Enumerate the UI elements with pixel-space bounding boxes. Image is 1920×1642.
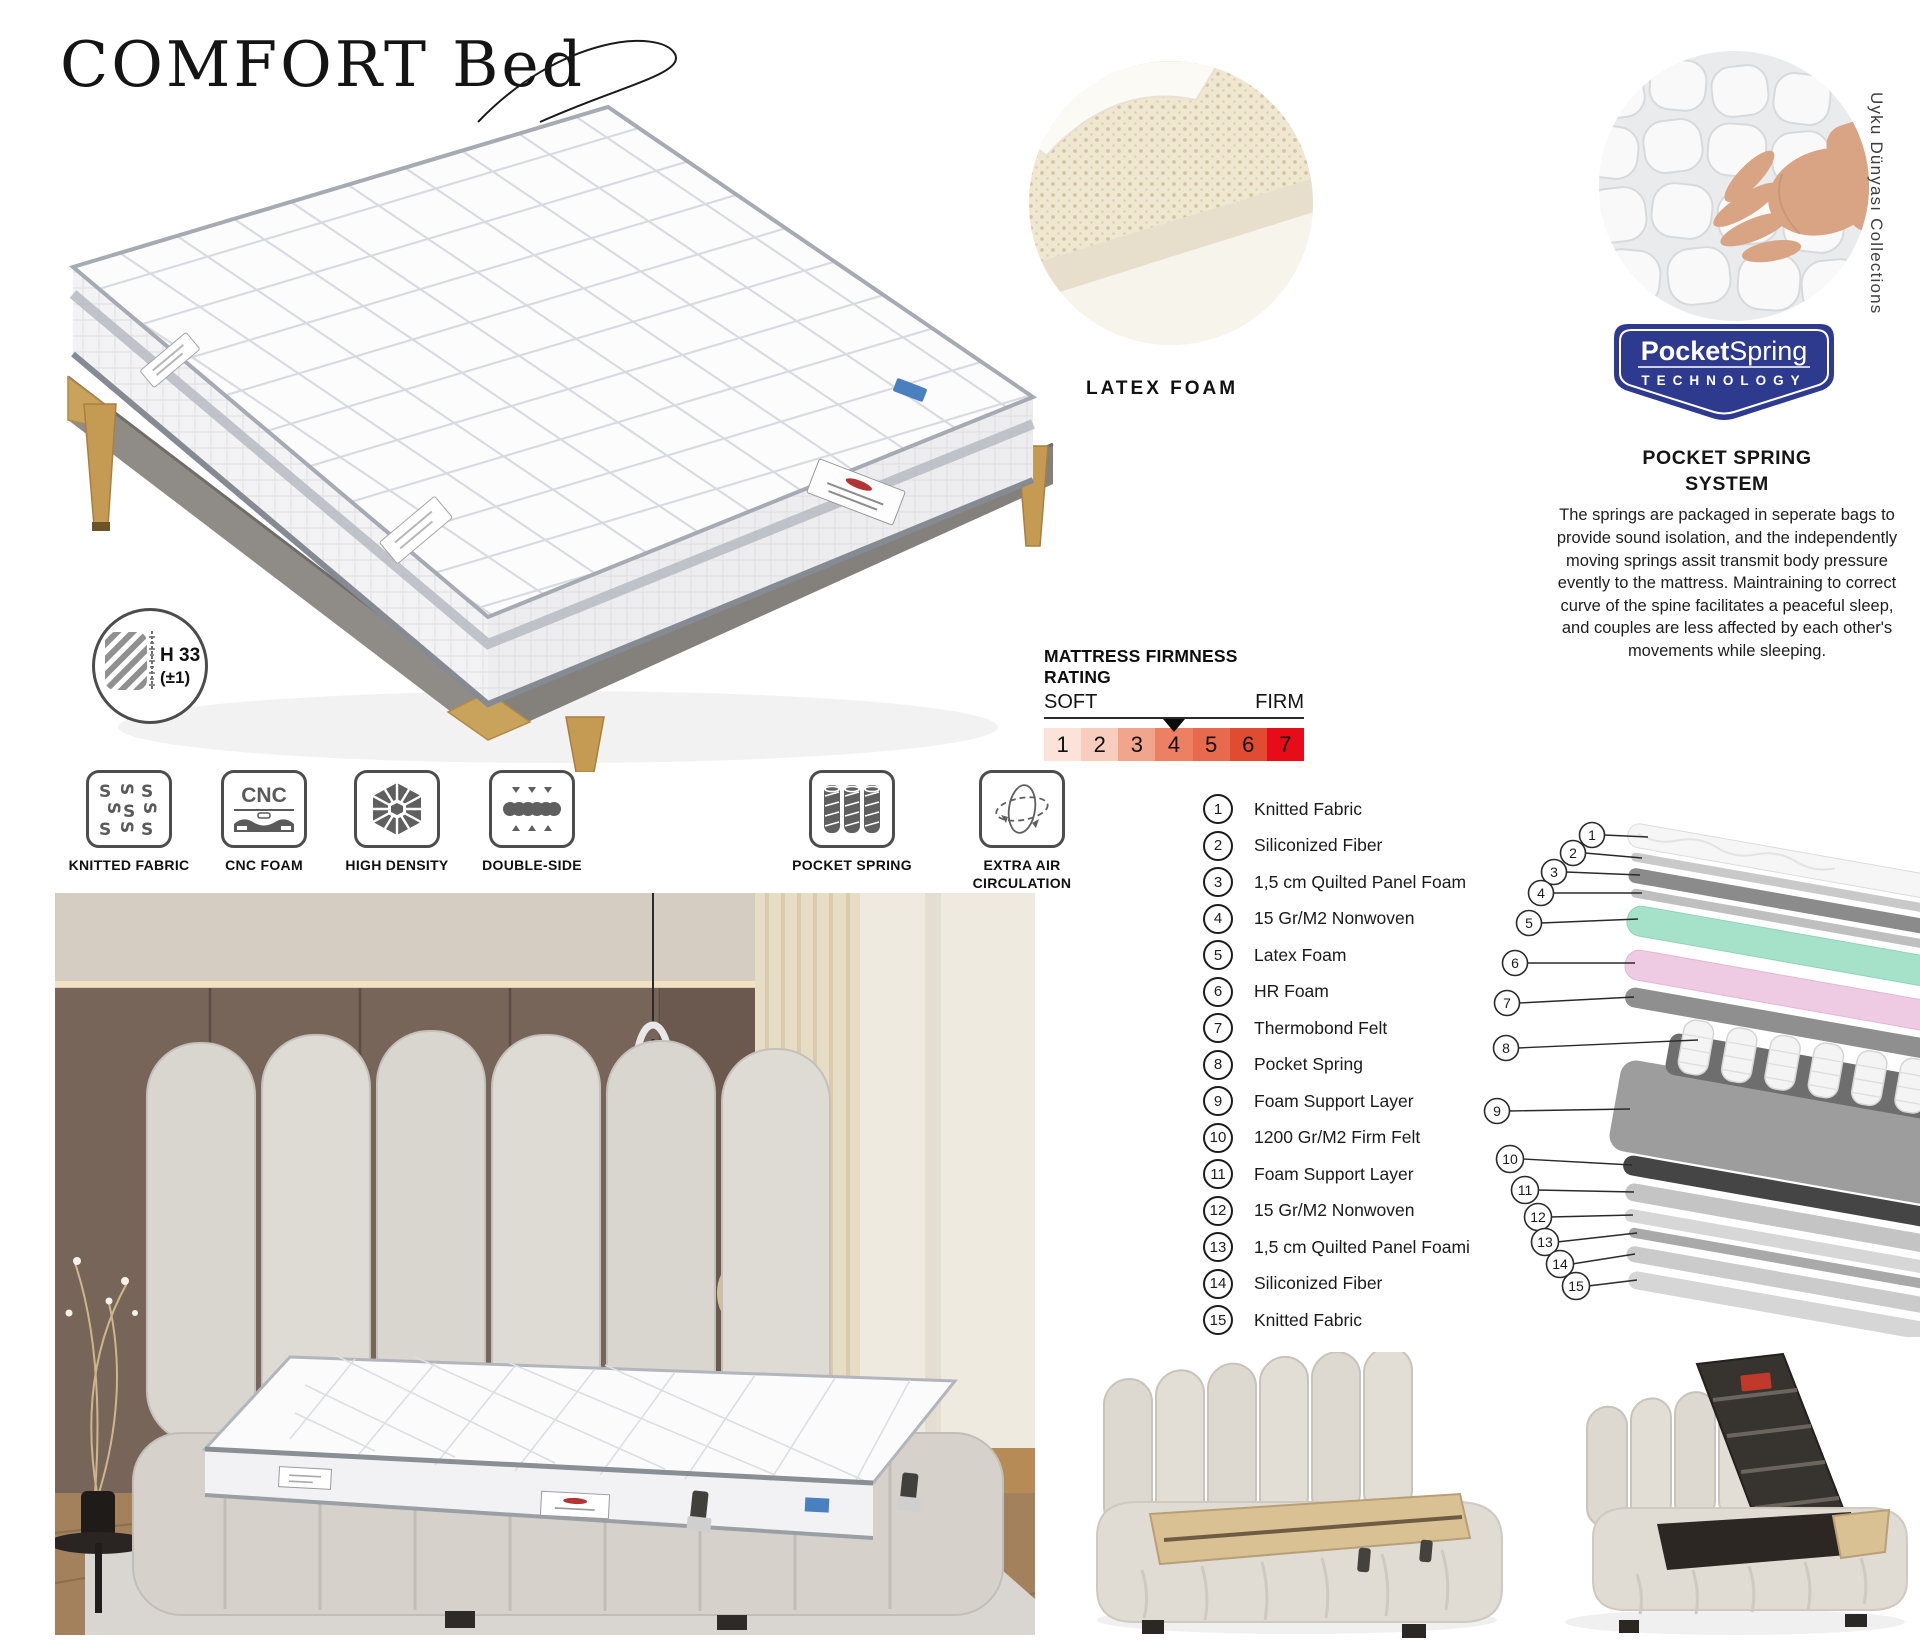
list-item: 8 Pocket Spring bbox=[1203, 1047, 1470, 1084]
layers-list bbox=[1203, 791, 1470, 1339]
list-item: 14 Siliconized Fiber bbox=[1203, 1266, 1470, 1303]
svg-text:7: 7 bbox=[1503, 995, 1511, 1011]
pocket-spring-system-body: The springs are packaged in seperate bags to provide sound isolation, and the independently moving springs assit transmit body pressure evently to the mattress. Maintraining to correct curve of the spine facilitates a peaceful sleep, and couples are less affected by each other's movements while sleeping. bbox=[1556, 506, 1898, 661]
storage-bed-closed-image bbox=[1072, 1352, 1522, 1642]
svg-text:S: S bbox=[123, 802, 136, 822]
air-circulation-icon bbox=[979, 770, 1065, 848]
firmness-level-1: 1 bbox=[1044, 728, 1081, 761]
svg-text:S: S bbox=[139, 802, 159, 815]
vertical-brand-text: Uyku Dünyası Collections bbox=[1867, 92, 1886, 315]
svg-text:S: S bbox=[103, 802, 123, 815]
list-item: 7 Thermobond Felt bbox=[1203, 1010, 1470, 1047]
diagram-callouts bbox=[1485, 823, 1605, 1300]
firmness-scale bbox=[1044, 728, 1304, 761]
svg-text:6: 6 bbox=[1511, 955, 1519, 971]
feature-knitted-fabric: S S S S S S S S S KNITTED FABRIC bbox=[54, 770, 204, 875]
pocket-spring-image bbox=[1598, 50, 1870, 322]
svg-text:9: 9 bbox=[1493, 1103, 1501, 1119]
list-item: 5 Latex Foam bbox=[1203, 937, 1470, 974]
list-item: 12 15 Gr/M2 Nonwoven bbox=[1203, 1193, 1470, 1230]
latex-foam-label: LATEX FOAM bbox=[1086, 378, 1239, 399]
storage-bed-open-image bbox=[1545, 1348, 1920, 1642]
svg-text:S: S bbox=[141, 820, 154, 837]
svg-text:5: 5 bbox=[1525, 915, 1533, 931]
firmness-rating-block bbox=[1044, 646, 1304, 761]
firmness-level-3: 3 bbox=[1118, 728, 1155, 761]
svg-text:PocketSpring: PocketSpring bbox=[1640, 336, 1808, 366]
list-item: 13 1,5 cm Quilted Panel Foami bbox=[1203, 1229, 1470, 1266]
list-item: 1 Knitted Fabric bbox=[1203, 791, 1470, 828]
svg-text:S: S bbox=[99, 782, 112, 802]
list-item: 9 Foam Support Layer bbox=[1203, 1083, 1470, 1120]
high-density-icon bbox=[354, 770, 440, 848]
feature-pocket-spring: POCKET SPRING bbox=[777, 770, 927, 875]
pocket-spring-icon bbox=[809, 770, 895, 848]
list-item: 15 Knitted Fabric bbox=[1203, 1302, 1470, 1339]
svg-text:8: 8 bbox=[1502, 1040, 1510, 1056]
feature-extra-air-circulation: EXTRA AIR CIRCULATION bbox=[947, 770, 1097, 892]
mattress-height-badge bbox=[92, 608, 208, 724]
firmness-level-4: 4 bbox=[1155, 728, 1192, 761]
double-side-icon bbox=[489, 770, 575, 848]
firmness-title: MATTRESS FIRMNESS RATING bbox=[1044, 646, 1238, 687]
svg-text:S: S bbox=[116, 821, 136, 834]
firmness-scale-line bbox=[1044, 717, 1304, 719]
bedroom-scene-image bbox=[55, 893, 1035, 1635]
svg-text:10: 10 bbox=[1502, 1151, 1518, 1167]
list-item: 3 1,5 cm Quilted Panel Foam bbox=[1203, 864, 1470, 901]
firmness-level-5: 5 bbox=[1193, 728, 1230, 761]
svg-text:13: 13 bbox=[1537, 1234, 1553, 1250]
svg-text:3: 3 bbox=[1550, 864, 1558, 880]
svg-text:1: 1 bbox=[1588, 827, 1596, 843]
svg-text:S: S bbox=[141, 782, 154, 802]
list-item: 11 Foam Support Layer bbox=[1203, 1156, 1470, 1193]
svg-text:2: 2 bbox=[1569, 845, 1577, 861]
firmness-level-7: 7 bbox=[1267, 728, 1304, 761]
firmness-firm-label: FIRM bbox=[1255, 691, 1304, 713]
feature-double-side: DOUBLE-SIDE bbox=[457, 770, 607, 875]
svg-text:15: 15 bbox=[1568, 1278, 1584, 1294]
svg-text:4: 4 bbox=[1537, 885, 1545, 901]
pocketspring-technology-badge bbox=[1612, 322, 1836, 422]
page-title: COMFORT Bed bbox=[60, 28, 586, 101]
list-item: 2 Siliconized Fiber bbox=[1203, 828, 1470, 865]
feature-cnc-foam: CNC CNC FOAM bbox=[189, 770, 339, 875]
list-item: 4 15 Gr/M2 Nonwoven bbox=[1203, 901, 1470, 938]
cnc-foam-icon bbox=[221, 770, 307, 848]
pocket-spring-system-block bbox=[1552, 446, 1902, 663]
height-badge-graphic bbox=[99, 615, 201, 717]
svg-text:12: 12 bbox=[1530, 1209, 1546, 1225]
svg-text:S: S bbox=[116, 783, 136, 796]
firmness-level-2: 2 bbox=[1081, 728, 1118, 761]
feature-high-density: HIGH DENSITY bbox=[322, 770, 472, 875]
svg-text:CNC: CNC bbox=[241, 784, 287, 807]
latex-foam-image bbox=[1028, 60, 1314, 346]
list-item: 10 1200 Gr/M2 Firm Felt bbox=[1203, 1120, 1470, 1157]
mattress-layers-diagram bbox=[1480, 812, 1920, 1337]
svg-text:S: S bbox=[99, 820, 112, 837]
firmness-pointer bbox=[1163, 719, 1185, 732]
svg-text:TECHNOLOGY: TECHNOLOGY bbox=[1641, 373, 1807, 388]
firmness-soft-label: SOFT bbox=[1044, 691, 1098, 713]
svg-text:11: 11 bbox=[1517, 1182, 1533, 1198]
list-item: 6 HR Foam bbox=[1203, 974, 1470, 1011]
knitted-fabric-icon bbox=[86, 770, 172, 848]
svg-text:H 33: H 33 bbox=[160, 645, 201, 666]
svg-text:(±1): (±1) bbox=[160, 668, 191, 687]
firmness-level-6: 6 bbox=[1230, 728, 1267, 761]
svg-text:14: 14 bbox=[1552, 1256, 1568, 1272]
pocket-spring-system-title: POCKET SPRING SYSTEM bbox=[1642, 447, 1812, 495]
